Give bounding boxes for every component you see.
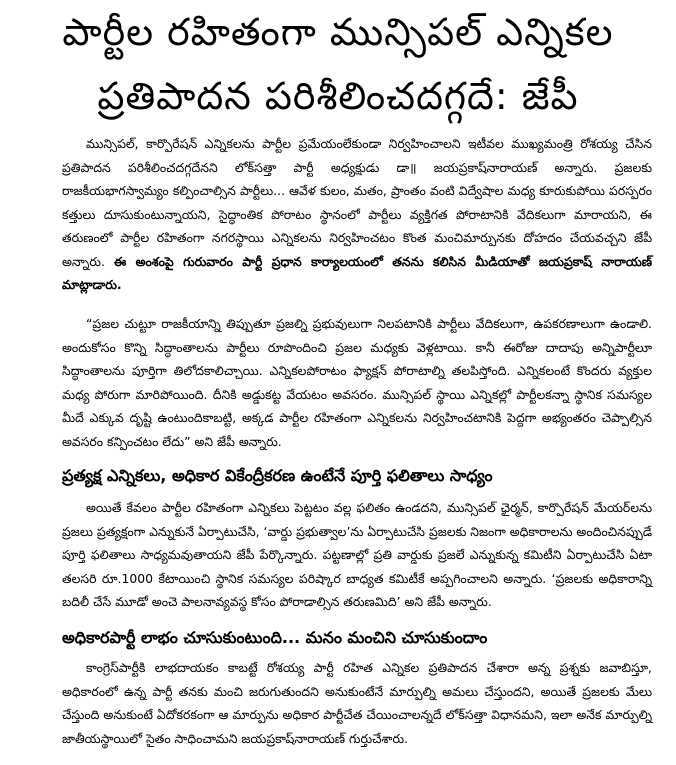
- paragraph-ward-governments-text: అయితే కేవలం పార్టీల రహితంగా ఎన్నికలు పెట్టటం వల్ల ఫలితం ఉండదని, మున్సిపల్ ఛైర్మన్, కార్పొరేషన్ మేయర్‌లను ప్రజలు ప్రత్యక్షంగా ఎన్నుకునే ఏర్పాటుచేసి, ‘వార్డు ప్రభుత్వాల’ను ఏర్పాటుచేసి ప్రజలకు నిజంగా అధికారాలను అందించినప్పుడే పూర్తి ఫలితాలు సాధ్యమవుతాయని జేపీ పేర్కొన్నారు. పట్టణాల్లో ప్రతి వార్డుకు ప్రజలే ఎన్నుకున్న కమిటీని ఏర్పాటుచేసి ఏటా తలసరి రూ.1000 కేటాయించి స్థానిక సమస్యల పరిష్కార బాధ్యత కమిటీకే అప్పగించాలని అన్నారు. ‘ప్రజలకు అధికారాన్ని బదిలీ చేసే మూడో అంచె పాలనావ్యవస్థ కోసం పోరాడాల్సిన తరుణమిది’ అని జేపీ అన్నారు.: [62, 500, 652, 609]
- paragraph-intro-text: మున్సిపల్, కార్పొరేషన్ ఎన్నికలను పార్టీల ప్రమేయంలేకుండా నిర్వహించాలని ఇటీవల ముఖ్యమంత్రి రోశయ్య చేసిన ప్రతిపాదన పరిశీలించదగ్గదేనని లోక్‌సత్తా పార్టీ అధ్యక్షుడు డా॥ జయప్రకాష్‌నారాయణ్ అన్నారు. ప్రజలకు రాజకీయభాగస్వామ్యం కల్పించాల్సిన పార్టీలు... ఆవేళ కులం, మతం, ప్రాంతం వంటి విద్వేషాల మధ్య కూరుకుపోయి పరస్పరం కత్తులు దూసుకుంటున్నాయని, సైద్ధాంతిక పోరాటం స్థానంలో పార్టీలు వ్యక్తిగత పోరాటానికి వేదికలుగా మారాయని, ఈ తరుణంలో పార్టీల రహితంగా నగరస్థాయి ఎన్నికలను నిర్వహించటం కొంత మంచిమార్పునకు దోహదం చేయవచ్చని జేపీ అన్నారు.: [62, 136, 652, 269]
- paragraph-intro: [62, 132, 652, 297]
- paragraph-quote-text: “ప్రజల చుట్టూ రాజకీయాన్ని తిప్పుతూ ప్రజల్ని ప్రభువులుగా నిలపటానికి పార్టీలు వేదికలుగా, ఉపకరణాలుగా ఉండాలి. అందుకోసం కొన్ని సిద్ధాంతాలను పార్టీలు రూపొందించి ప్రజల మధ్యకు వెళ్లటాయి. కానీ ఈరోజు దాదాపు అన్నిపార్టీలూ సిద్ధాంతాలను పూర్తిగా తిలోదకాలిచ్చాయి. ఎన్నికలపోరాటం ఫ్యాక్షన్ పోరాటాల్ని తలపిస్తోంది. ఎన్నికలంటే కొందరు వ్యక్తుల మధ్య పోరుగా మారిపోయింది. దీనికి అడ్డుకట్ట వేయటం అవసరం. మున్సిపల్ స్థాయి ఎన్నికల్లో పార్టీలకన్నా స్థానిక సమస్యల మీదే ఎక్కువ దృష్టి ఉంటుందికాబట్టి, అక్కడ పార్టీల రహితంగా ఎన్నికలను నిర్వహించటానికి పెద్దగా అభ్యంతరం చెప్పాల్సిన అవసరం కన్పించటం లేదు” అని జేపీ అన్నారు.: [62, 316, 652, 449]
- paragraph-ward-governments: [62, 496, 652, 614]
- headline-line-1: పార్టీల రహితంగా మున్సిపల్ ఎన్నికల: [62, 10, 614, 54]
- paragraph-conclusion-text: కాంగ్రెస్‌పార్టీకి లాభదాయకం కాబట్టే రోశయ్య పార్టీ రహిత ఎన్నికల ప్రతిపాదన చేశారా అన్న ప్రశ్నకు జవాబిస్తూ, అధికారంలో ఉన్న పార్టీ తనకు మంచి జరుగుతుందని అనుకుంటేనే మార్పుల్ని అమలు చేస్తుందని, అయితే ప్రజలకు మేలు చేస్తుంది అనుకుంటే ఏదోకరకంగా ఆ మార్పును అధికార పార్టీచేత చేయించాలన్నదే లోక్‌సత్తా విధానమని, ఇలా అనేక మార్పుల్ని జాతీయస్థాయిలో సైతం సాధించామని జయప్రకాష్‌నారాయణ్ గుర్తుచేశారు.: [62, 660, 652, 746]
- paragraph-quote: [62, 312, 652, 453]
- subheading-direct-elections: ప్రత్యక్ష ఎన్నికలు, అధికార వికేంద్రీకరణ ఉంటేనే పూర్తి ఫలితాలు సాధ్యం: [62, 466, 493, 485]
- subheading-ruling-party: అధికారపార్టీ లాభం చూసుకుంటుంది... మనం మంచిని చూసుకుందాం: [62, 628, 488, 647]
- headline-line-2: ప్రతిపాదన పరిశీలించదగ్గదే: జేపీ: [97, 74, 579, 118]
- paragraph-intro-bold: ఈ అంశంపై గురువారం పార్టీ ప్రధాన కార్యాలయంలో తనను కలిసిన మీడియాతో జయప్రకాష్ నారాయణ్ మాట్లాడారు.: [62, 253, 652, 292]
- paragraph-conclusion: [62, 656, 652, 750]
